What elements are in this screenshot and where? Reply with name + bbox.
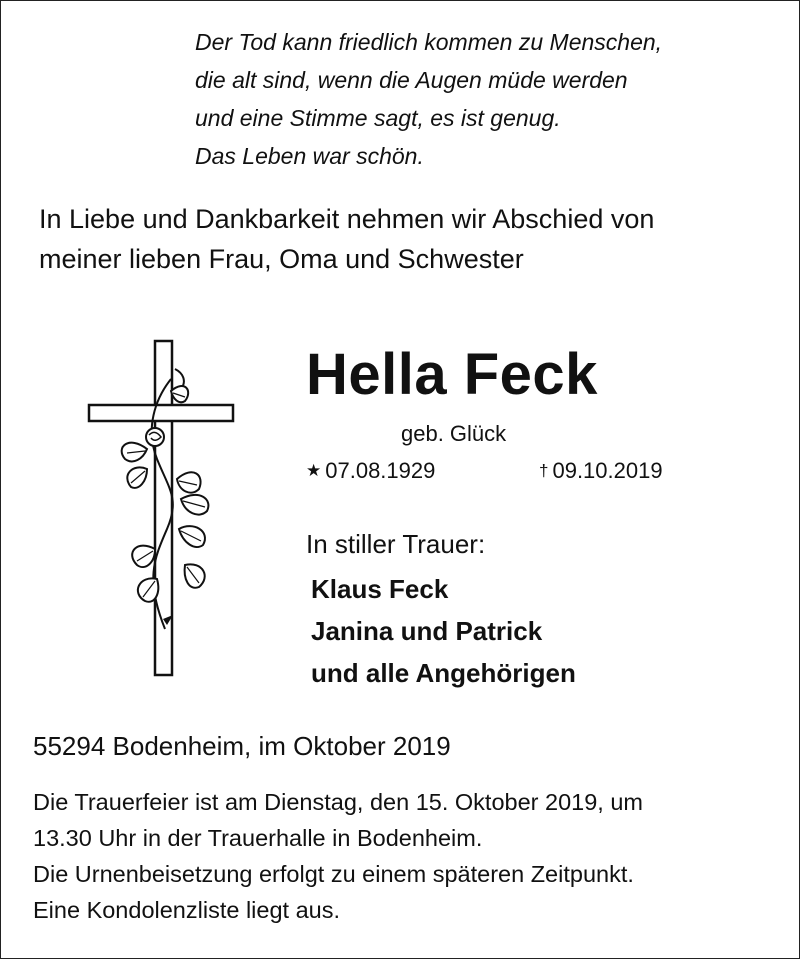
death-date-line (539, 458, 663, 484)
poem-line: die alt sind, wenn die Augen müde werden (195, 67, 628, 93)
funeral-info (33, 784, 643, 928)
mourner-name: Klaus Feck (311, 574, 449, 604)
mourner-name: Janina und Patrick (311, 616, 543, 646)
birth-name: geb. Glück (401, 421, 507, 446)
mourners-list (311, 568, 576, 694)
info-line: Eine Kondolenzliste liegt aus. (33, 897, 341, 923)
death-date: 09.10.2019 (552, 458, 663, 483)
star-icon: ★ (306, 461, 322, 480)
birth-date-line (306, 458, 435, 484)
poem-line: und eine Stimme sagt, es ist genug. (195, 105, 561, 131)
intro-line: meiner lieben Frau, Oma und Schwester (39, 244, 524, 274)
cross-with-rose-icon (85, 339, 237, 679)
birth-date: 07.08.1929 (325, 458, 436, 483)
intro-text (39, 199, 654, 279)
mourning-heading: In stiller Trauer: (306, 529, 486, 559)
place-and-date: 55294 Bodenheim, im Oktober 2019 (33, 731, 451, 761)
info-line: Die Urnenbeisetzung erfolgt zu einem späteren Zeitpunkt. (33, 861, 634, 887)
dagger-icon: † (539, 461, 549, 480)
mourner-name: und alle Angehörigen (311, 658, 576, 688)
info-line: Die Trauerfeier ist am Dienstag, den 15. Oktober 2019, um (33, 789, 644, 815)
poem (195, 23, 662, 175)
poem-line: Das Leben war schön. (195, 143, 424, 169)
poem-line: Der Tod kann friedlich kommen zu Menschen, (195, 29, 663, 55)
deceased-name: Hella Feck (306, 342, 598, 407)
info-line: 13.30 Uhr in der Trauerhalle in Bodenheim. (33, 825, 483, 851)
intro-line: In Liebe und Dankbarkeit nehmen wir Abschied von (39, 204, 655, 234)
